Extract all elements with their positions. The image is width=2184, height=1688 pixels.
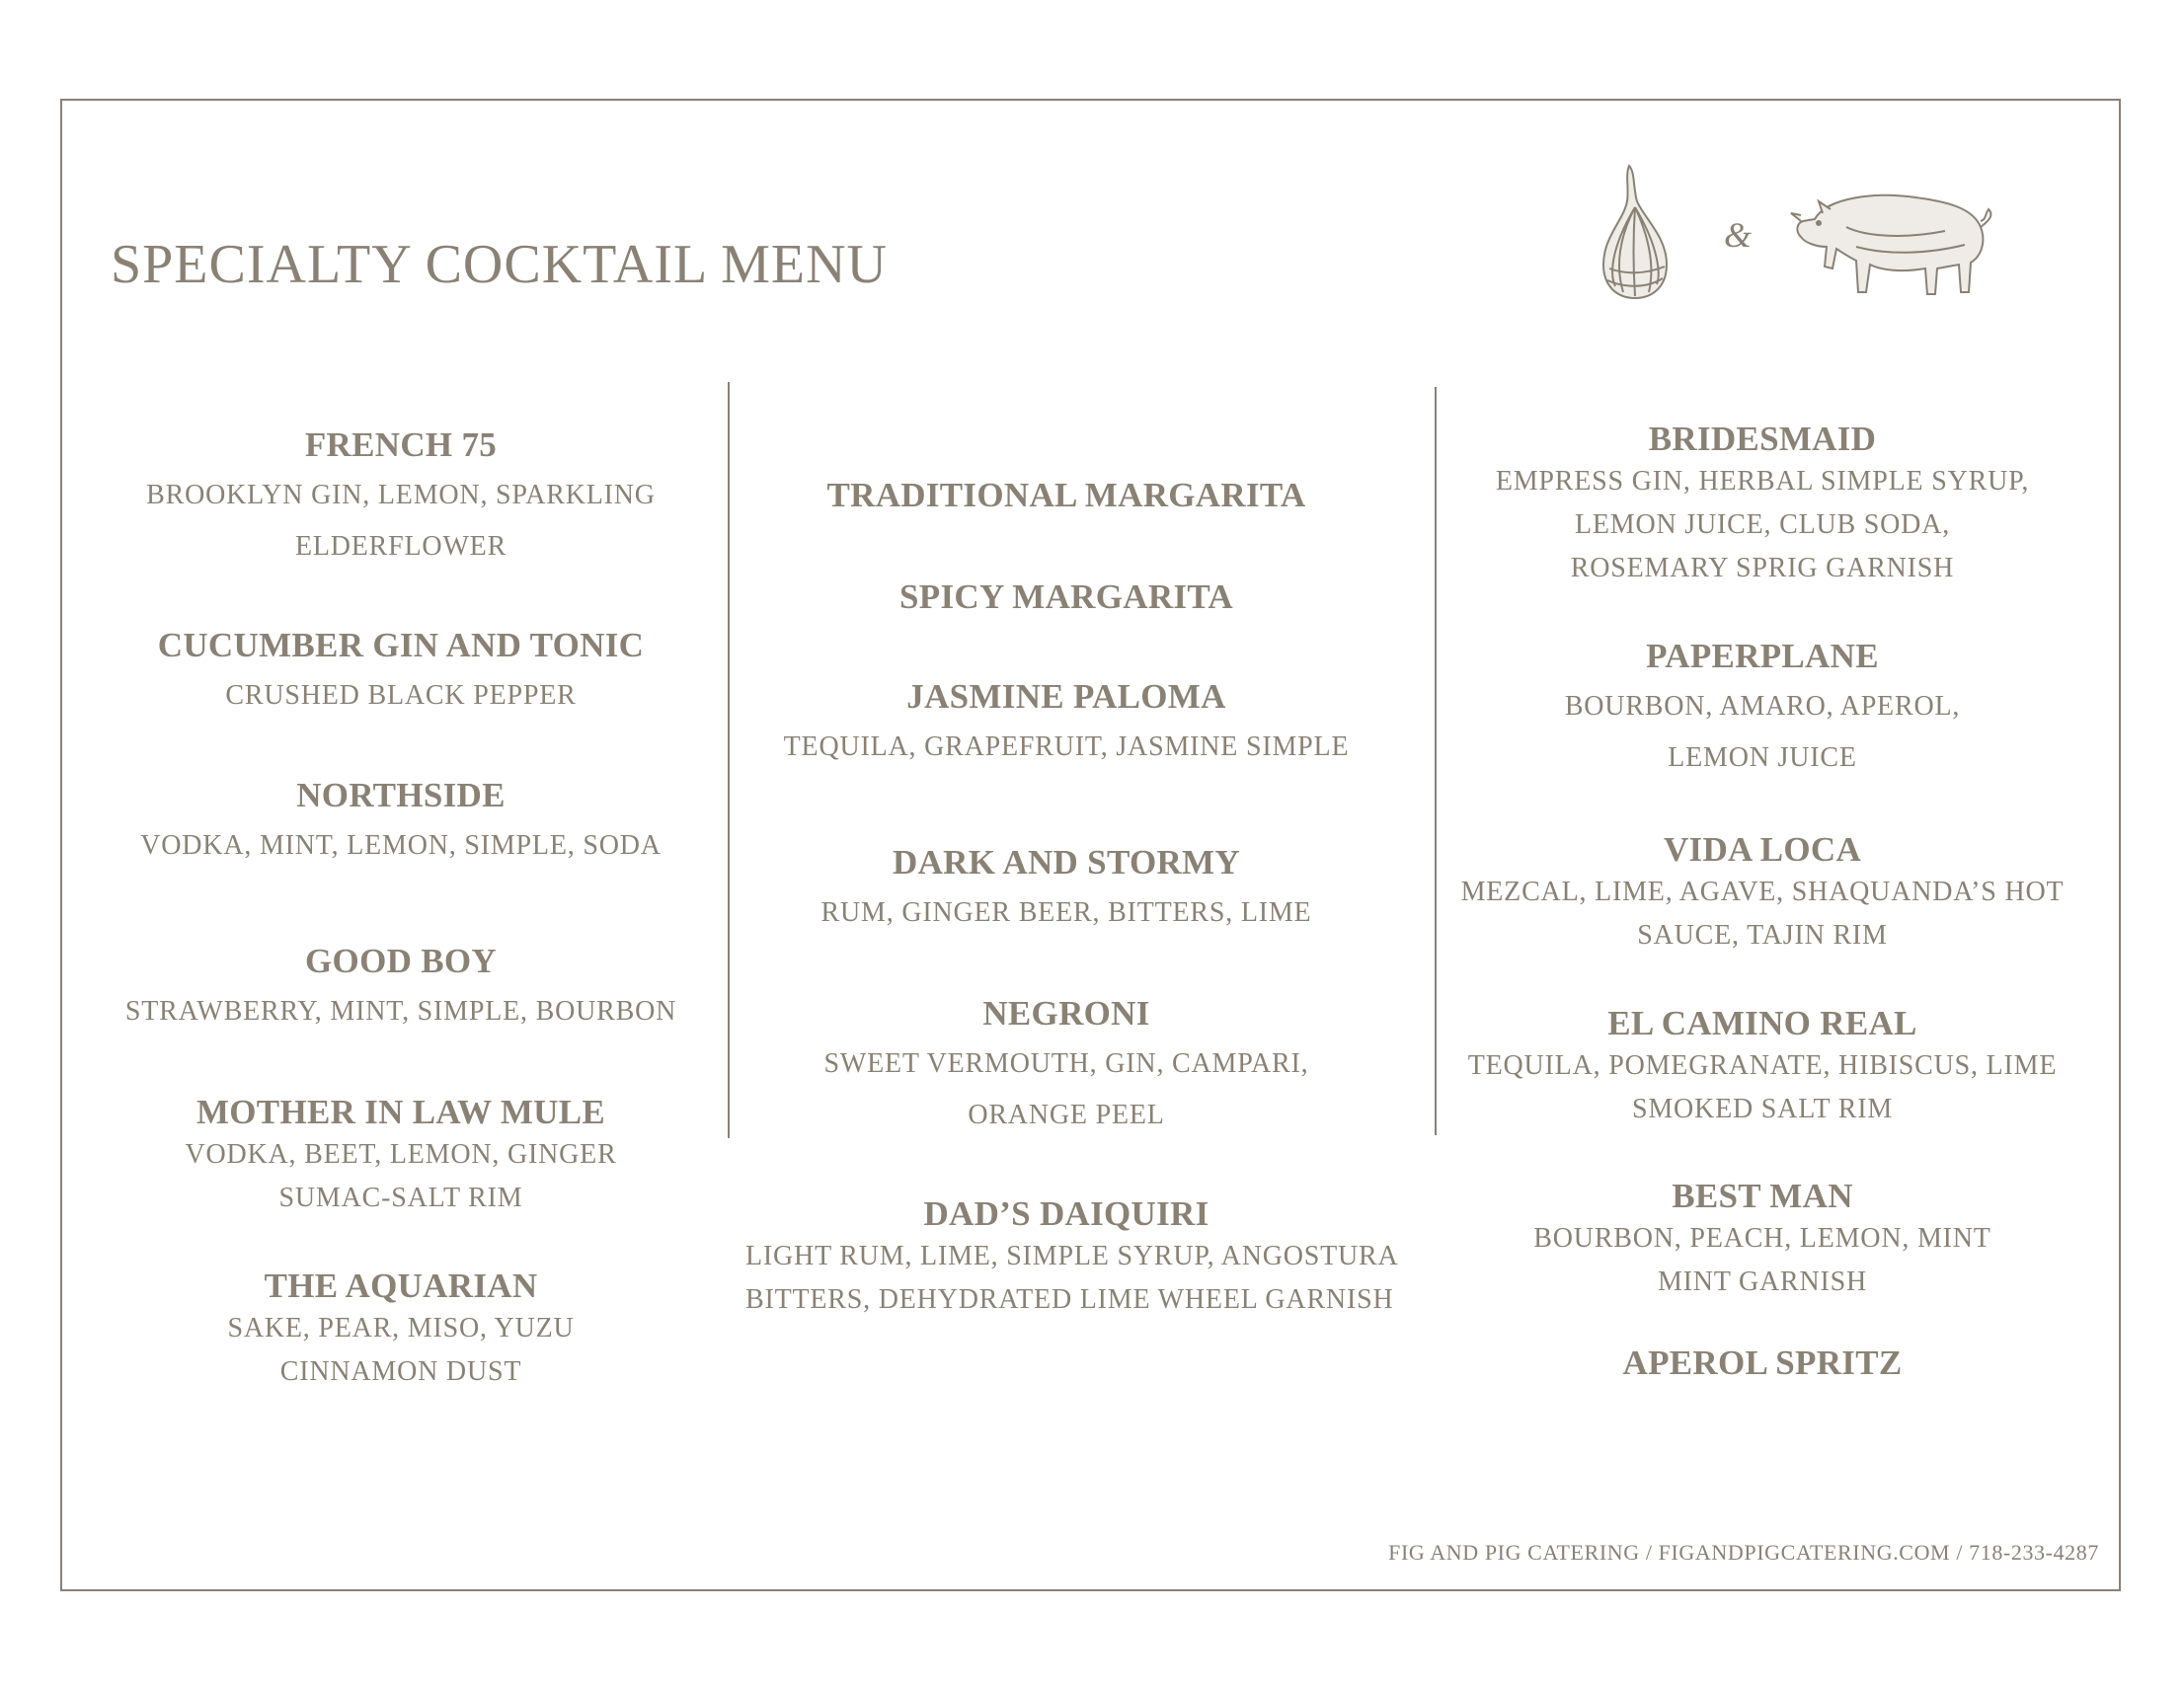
cocktail-ingredients: MEZCAL, LIME, AGAVE, SHAQUANDA’S HOT xyxy=(1460,877,2065,907)
cocktail-name: VIDA LOCA xyxy=(1663,830,1862,869)
cocktail-item xyxy=(1446,636,2078,780)
ampersand-symbol: & xyxy=(1723,215,1753,255)
menu-column-right xyxy=(1446,0,2078,1688)
cocktail-item xyxy=(745,1193,1399,1322)
footer-contact: FIG AND PIG CATERING / FIGANDPIGCATERING.COM / 718-233-4287 xyxy=(1388,1540,2099,1565)
cocktail-item xyxy=(105,625,697,718)
cocktail-item xyxy=(745,475,1387,516)
cocktail-item xyxy=(1446,829,2078,958)
cocktail-name: FRENCH 75 xyxy=(304,425,498,464)
cocktail-ingredients: LIGHT RUM, LIME, SIMPLE SYRUP, ANGOSTURA xyxy=(745,1241,1399,1271)
cocktail-name: SPICY MARGARITA xyxy=(899,577,1233,616)
cocktail-item xyxy=(745,676,1387,769)
cocktail-item xyxy=(745,993,1387,1137)
cocktail-item xyxy=(105,775,697,868)
cocktail-name: PAPERPLANE xyxy=(1646,637,1879,675)
cocktail-ingredients: TEQUILA, GRAPEFRUIT, JASMINE SIMPLE xyxy=(783,731,1350,762)
cocktail-item xyxy=(1446,1176,2078,1304)
cocktail-ingredients: MINT GARNISH xyxy=(1657,1266,1868,1297)
cocktail-ingredients: SUMAC-SALT RIM xyxy=(278,1183,523,1213)
cocktail-ingredients: SAKE, PEAR, MISO, YUZU xyxy=(227,1313,575,1343)
column-divider-left xyxy=(728,382,730,1138)
cocktail-item xyxy=(1446,1343,2078,1384)
menu-column-middle xyxy=(745,0,1399,1688)
cocktail-name: NEGRONI xyxy=(982,994,1150,1033)
cocktail-ingredients: VODKA, MINT, LEMON, SIMPLE, SODA xyxy=(140,830,662,861)
cocktail-name: TRADITIONAL MARGARITA xyxy=(826,476,1306,514)
cocktail-item xyxy=(1446,1003,2078,1131)
cocktail-name: CUCUMBER GIN AND TONIC xyxy=(157,626,645,664)
cocktail-ingredients: RUM, GINGER BEER, BITTERS, LIME xyxy=(820,897,1312,928)
cocktail-name: APEROL SPRITZ xyxy=(1622,1343,1903,1382)
menu-column-left xyxy=(105,0,697,1688)
cocktail-ingredients: SMOKED SALT RIM xyxy=(1631,1094,1894,1124)
cocktail-ingredients: SAUCE, TAJIN RIM xyxy=(1637,920,1888,951)
cocktail-ingredients: SWEET VERMOUTH, GIN, CAMPARI, xyxy=(823,1048,1309,1079)
cocktail-name: GOOD BOY xyxy=(305,942,497,980)
cocktail-name: NORTHSIDE xyxy=(296,776,506,814)
cocktail-ingredients: BOURBON, PEACH, LEMON, MINT xyxy=(1533,1223,1991,1254)
cocktail-name: EL CAMINO REAL xyxy=(1607,1004,1917,1042)
cocktail-ingredients: BOURBON, AMARO, APEROL, xyxy=(1564,691,1961,722)
column-divider-right xyxy=(1435,387,1437,1135)
cocktail-name: DARK AND STORMY xyxy=(893,843,1240,882)
cocktail-item xyxy=(105,941,697,1034)
cocktail-ingredients: BITTERS, DEHYDRATED LIME WHEEL GARNISH xyxy=(745,1284,1394,1315)
cocktail-item xyxy=(745,842,1387,935)
cocktail-ingredients: STRAWBERRY, MINT, SIMPLE, BOURBON xyxy=(124,996,677,1027)
cocktail-name: BRIDESMAID xyxy=(1648,420,1877,458)
cocktail-item xyxy=(745,576,1387,618)
cocktail-ingredients: LEMON JUICE xyxy=(1668,742,1857,773)
cocktail-ingredients: CINNAMON DUST xyxy=(279,1356,522,1387)
cocktail-item xyxy=(1446,419,2078,590)
cocktail-item xyxy=(105,1266,697,1394)
cocktail-ingredients: BROOKLYN GIN, LEMON, SPARKLING xyxy=(146,480,656,510)
cocktail-ingredients: ELDERFLOWER xyxy=(294,531,507,562)
cocktail-item xyxy=(105,1092,697,1220)
cocktail-name: DAD’S DAIQUIRI xyxy=(923,1194,1209,1233)
cocktail-ingredients: ROSEMARY SPRIG GARNISH xyxy=(1570,553,1955,583)
cocktail-name: BEST MAN xyxy=(1672,1177,1853,1215)
cocktail-name: THE AQUARIAN xyxy=(264,1266,538,1305)
cocktail-name: MOTHER IN LAW MULE xyxy=(195,1093,606,1131)
cocktail-ingredients: TEQUILA, POMEGRANATE, HIBISCUS, LIME xyxy=(1467,1050,2058,1081)
cocktail-name: JASMINE PALOMA xyxy=(906,677,1226,716)
cocktail-ingredients: EMPRESS GIN, HERBAL SIMPLE SYRUP, xyxy=(1495,466,2030,497)
menu-title: SPECIALTY COCKTAIL MENU xyxy=(111,234,888,295)
cocktail-ingredients: CRUSHED BLACK PEPPER xyxy=(225,680,577,711)
cocktail-ingredients: LEMON JUICE, CLUB SODA, xyxy=(1574,509,1951,540)
cocktail-ingredients: VODKA, BEET, LEMON, GINGER xyxy=(185,1139,617,1170)
cocktail-ingredients: ORANGE PEEL xyxy=(968,1100,1165,1130)
cocktail-item xyxy=(105,424,697,569)
